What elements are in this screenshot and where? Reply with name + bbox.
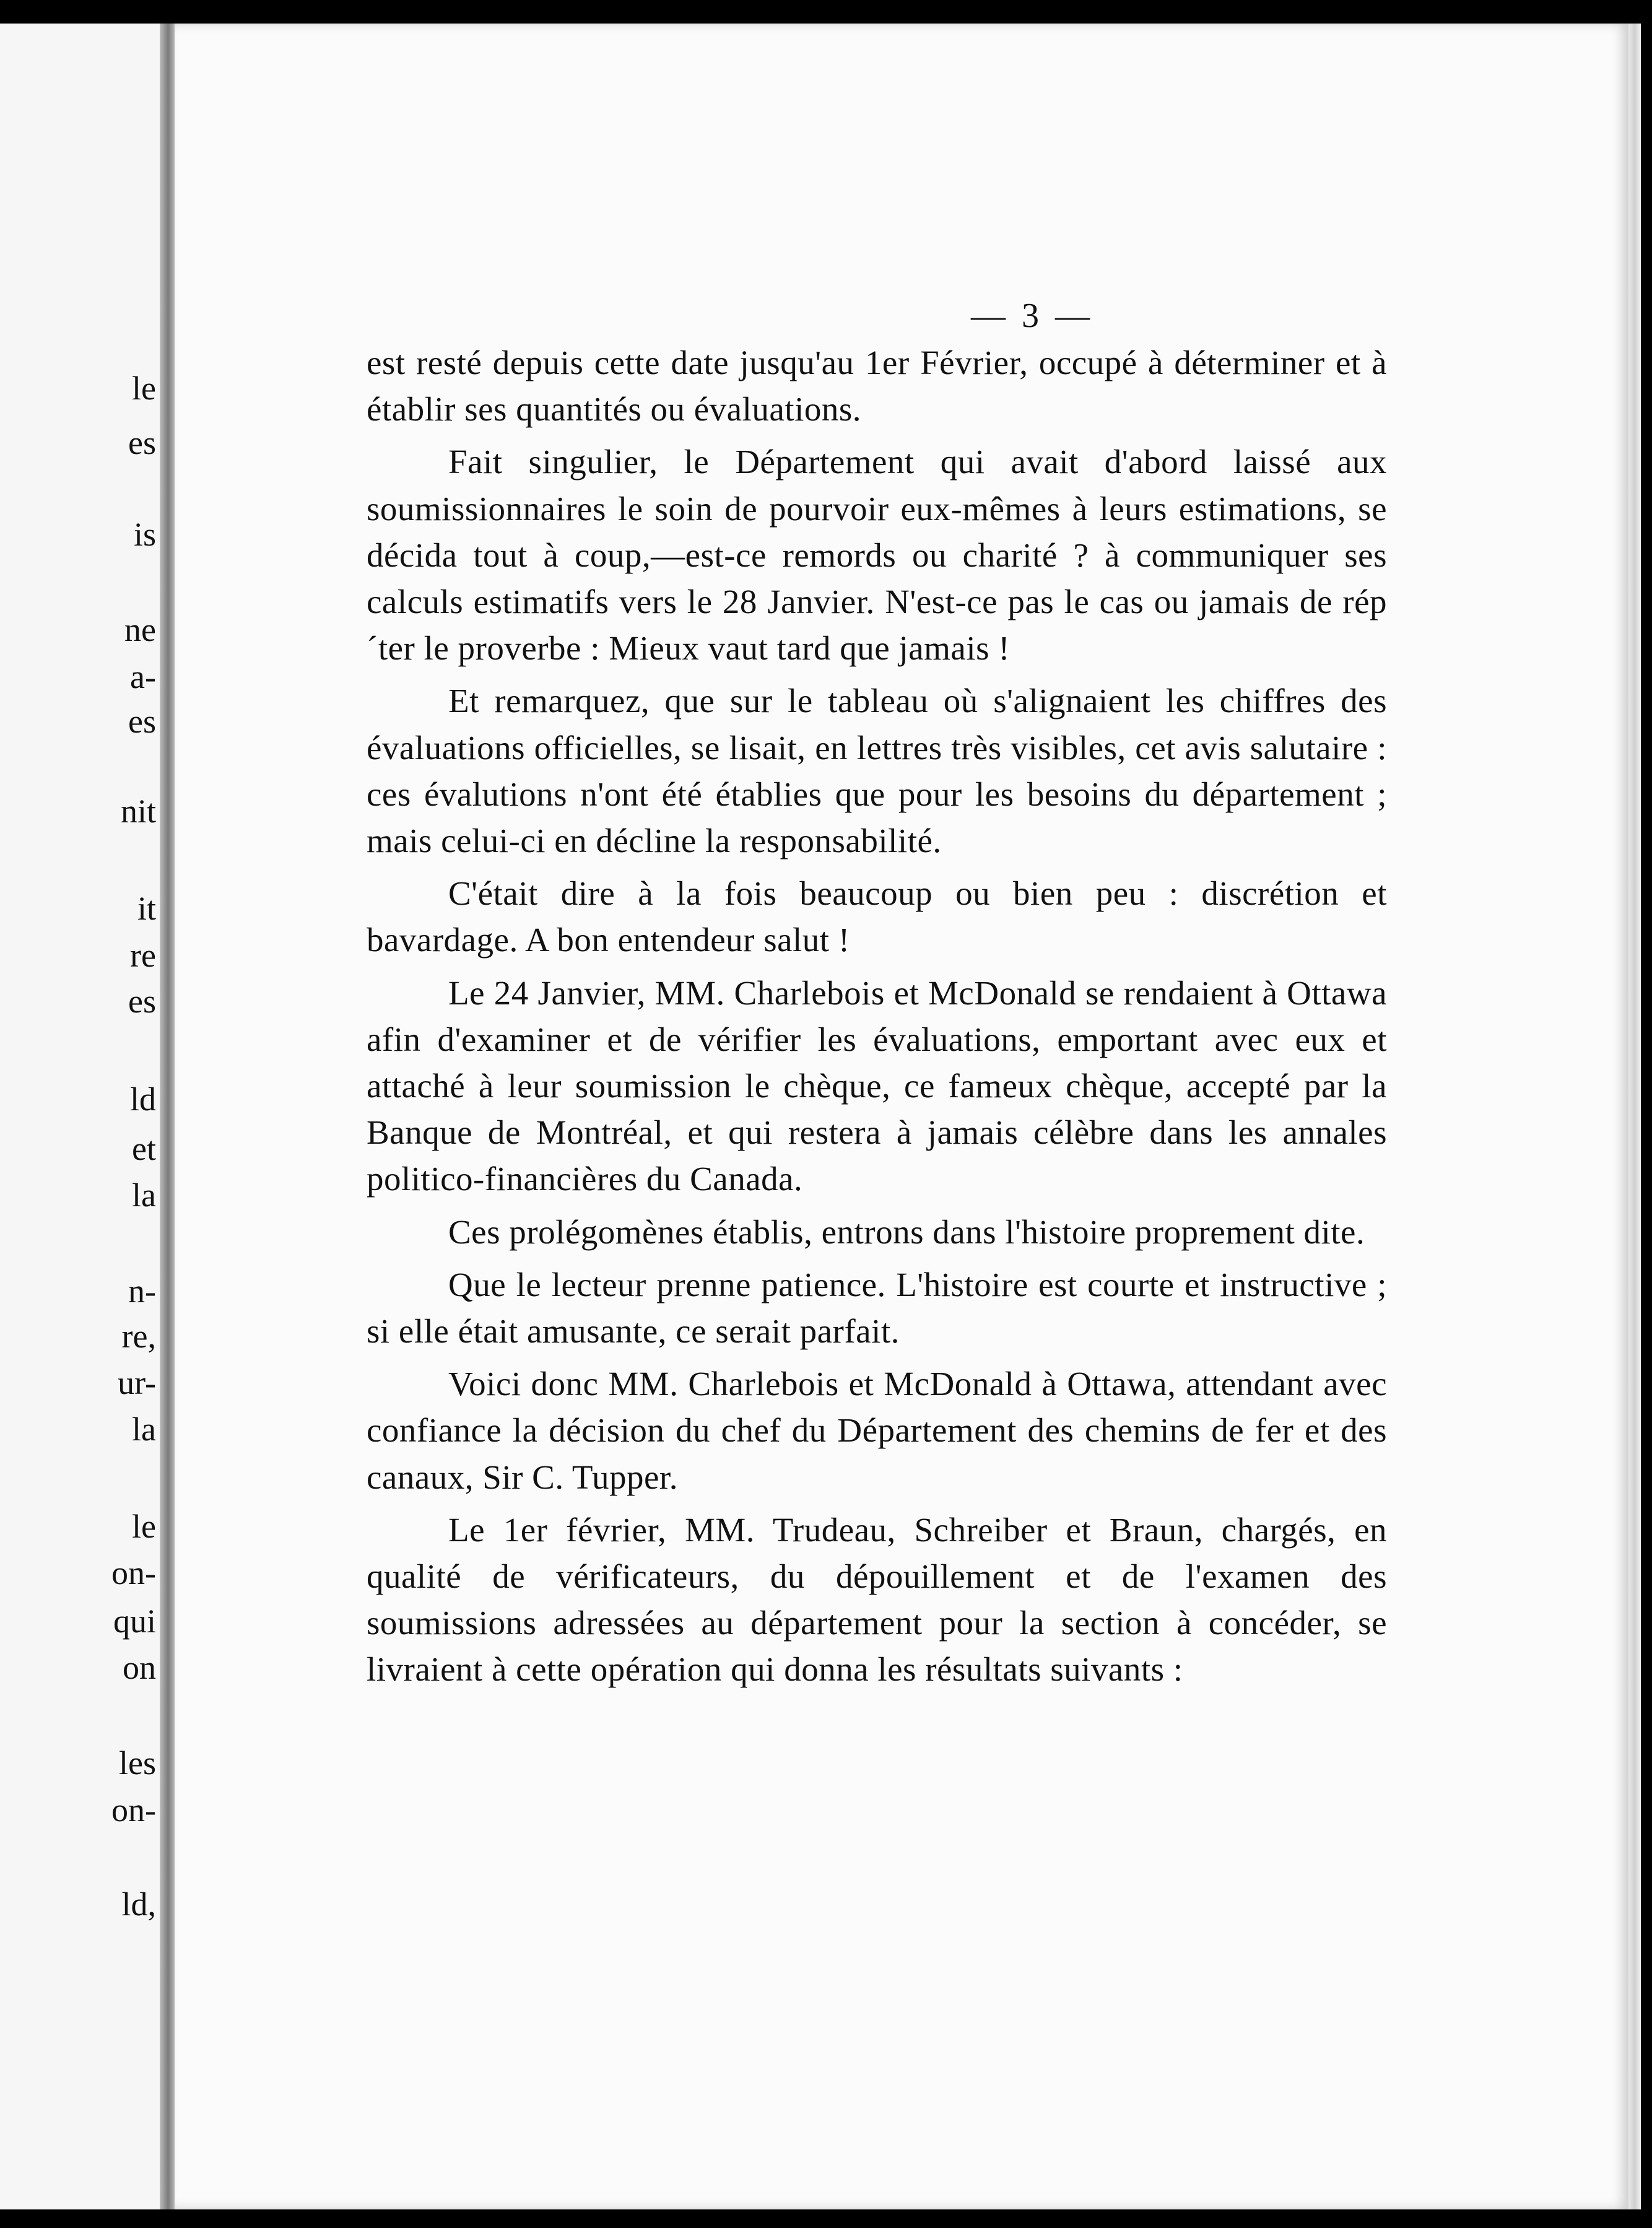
facing-page-fragment: a- (130, 658, 156, 695)
facing-page-fragment: on- (111, 1554, 156, 1591)
facing-page-fragment: it (137, 890, 156, 927)
facing-page-fragment: es (128, 983, 156, 1020)
facing-page-fragment: es (128, 703, 156, 740)
page-number: — 3 — (971, 297, 1093, 335)
paragraph: Le 24 Janvier, MM. Charlebois et McDonald se rendaient à Ottawa afin d'examiner et de vérifier les évaluations, emportant avec eux et attaché à leur soumission le chèque, ce fameux chèque, accepté par la Banque de Montréal, et qui restera à jamais célèbre dans les annales politico-financières du Canada. (367, 973, 1387, 1198)
facing-page-sliver (0, 24, 161, 2209)
facing-page-fragment: ld, (121, 1886, 156, 1923)
facing-page-fragment: les (119, 1744, 156, 1782)
facing-page-fragment: re (130, 937, 156, 974)
facing-page-fragment: es (128, 424, 156, 461)
facing-page-fragment: le (132, 1508, 156, 1545)
paragraph: Et remarquez, que sur le tableau où s'alignaient les chiffres des évaluations officielles, se lisait, en lettres très visibles, cet avis salutaire : ces évalutions n'ont été établies que pour les besoins du département ; mais celui-ci en décline la responsabilité. (367, 682, 1387, 860)
paragraph: Le 1er février, MM. Trudeau, Schreiber et Braun, chargés, en qualité de vérificateurs, du dépouillement et de l'examen des soumissions adressées au département pour la section à concéder, se livraient à cette opération qui donna les résultats suivants : (367, 1510, 1387, 1689)
facing-page-fragment: ur- (118, 1364, 156, 1401)
facing-page-fragment: nit (120, 793, 156, 830)
paragraph: est resté depuis cette date jusqu'au 1er Février, occupé à déterminer et à établir ses quantités ou évaluations. (367, 344, 1387, 429)
facing-page-fragment: re, (121, 1318, 156, 1355)
paragraph: Fait singulier, le Département qui avait d'abord laissé aux soumissionnaires le soin de pourvoir eux-mêmes à leurs estimations, se décida tout à coup,—est-ce remords ou charité ? à communiquer ses calculs estimatifs vers le 28 Janvier. N'est-ce pas le cas ou jamais de rép´ter le proverbe : Mieux vaut tard que jamais ! (367, 443, 1387, 668)
paragraph: Voici donc MM. Charlebois et McDonald à Ottawa, attendant avec confiance la décision du chef du Département des chemins de fer et des canaux, Sir C. Tupper. (367, 1365, 1387, 1496)
facing-page-fragment: on- (111, 1791, 156, 1829)
page-edge (1628, 24, 1641, 2209)
paragraph: Ces prolégomènes établis, entrons dans l'histoire proprement dite. (448, 1212, 1365, 1251)
facing-page-fragment: le (132, 370, 156, 407)
facing-page-fragment: qui (113, 1603, 156, 1640)
paragraph: Que le lecteur prenne patience. L'histoire est courte et instructive ; si elle était amusante, ce serait parfait. (367, 1265, 1387, 1351)
facing-page-fragment: ld (129, 1081, 156, 1118)
facing-page-fragment: la (132, 1177, 156, 1214)
facing-page-fragment: is (133, 516, 156, 553)
facing-page-fragment: on (123, 1649, 156, 1686)
body-text (367, 339, 1387, 1693)
facing-page-fragment: la (132, 1411, 156, 1448)
facing-page-fragment: et (132, 1130, 156, 1167)
paragraph: C'était dire à la fois beaucoup ou bien peu : discrétion et bavardage. A bon entendeur salut ! (367, 874, 1387, 959)
facing-page-fragment: n- (128, 1273, 156, 1310)
facing-page-fragment: ne (124, 611, 156, 648)
